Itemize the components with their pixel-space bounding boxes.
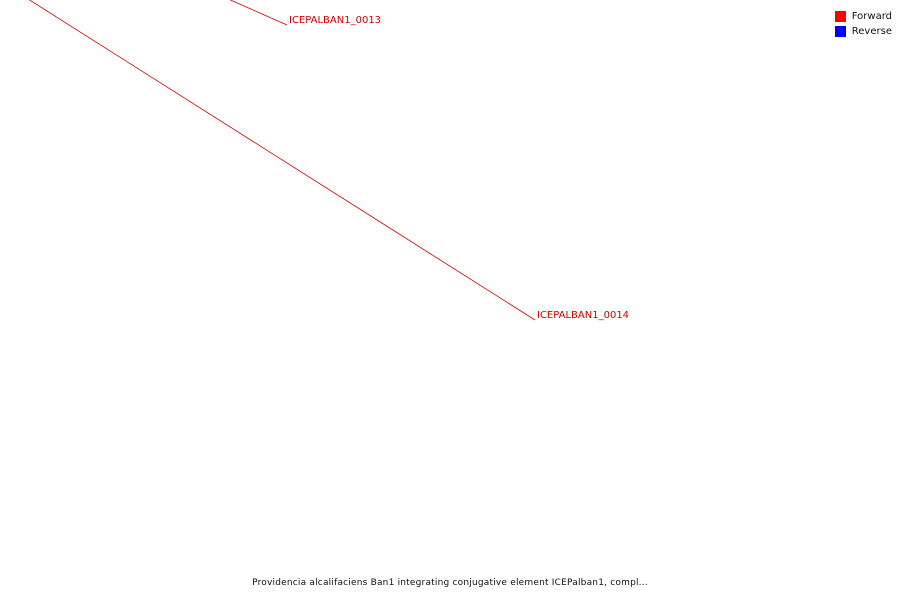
legend-item-reverse xyxy=(835,24,892,39)
forward-swatch xyxy=(835,11,846,22)
gene-label-leader xyxy=(0,0,535,320)
gene-label-leader xyxy=(0,0,287,25)
legend-label-forward: Forward xyxy=(851,11,892,22)
map-caption: Providencia alcalifaciens Ban1 integrating conjugative element ICEPalban1, compl... xyxy=(252,578,648,588)
legend-label-reverse: Reverse xyxy=(851,26,892,37)
gene-label[interactable]: ICEPALBAN1_0013 xyxy=(289,15,382,26)
strand-legend xyxy=(835,9,892,39)
legend-item-forward xyxy=(835,9,892,24)
reverse-swatch xyxy=(835,26,846,37)
gene-label[interactable]: ICEPALBAN1_0014 xyxy=(537,310,630,321)
